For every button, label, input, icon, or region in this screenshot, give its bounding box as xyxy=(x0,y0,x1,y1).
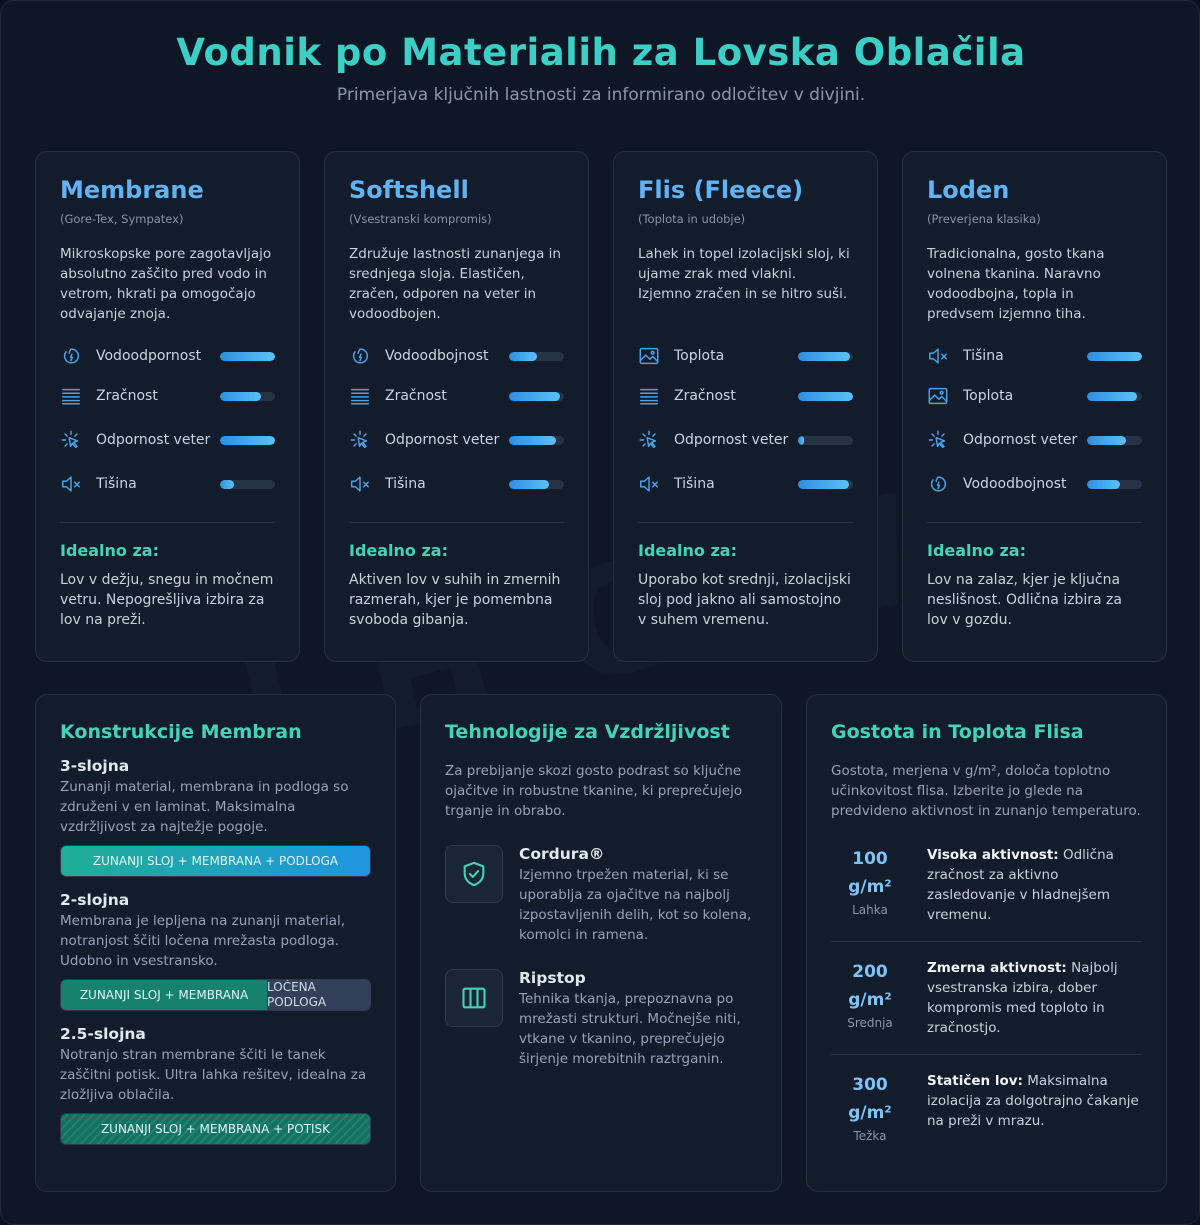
layer-segment: LOČENA PODLOGA xyxy=(267,980,370,1010)
weight-unit: g/m² xyxy=(848,990,892,1010)
water-drop-icon xyxy=(349,345,371,367)
activity-title: Statičen lov: xyxy=(927,1073,1023,1089)
property-bar-fill xyxy=(220,352,275,361)
activity-text: Odlična zračnost za aktivno zasledovanje v hladnejšem vremenu. xyxy=(927,847,1114,923)
durability-intro: Za prebijanje skozi gosto podrast so ključne ojačitve in robustne tkanine, ki preprečujejo trganje in obrabo. xyxy=(445,763,743,819)
durability-panel xyxy=(420,694,782,1192)
property-row xyxy=(349,376,564,416)
property-row xyxy=(60,416,275,464)
image-frame-icon xyxy=(638,345,660,367)
layer-segment: ZUNANJI SLOJ + MEMBRANA xyxy=(61,980,267,1010)
weight-unit: g/m² xyxy=(848,877,892,897)
fleece-weight xyxy=(831,1071,909,1143)
weight-value: 100 xyxy=(852,849,888,869)
material-description: Lahek in topel izolacijski sloj, ki ujame zrak med vlakni. Izjemno zračen in se hitro suši. xyxy=(638,246,850,302)
property-label: Tišina xyxy=(96,476,137,492)
weight-unit: g/m² xyxy=(848,1103,892,1123)
fleece-weight-row xyxy=(831,1055,1142,1159)
weight-label: Srednja xyxy=(847,1016,893,1030)
fleece-weight xyxy=(831,845,909,925)
property-bar xyxy=(509,480,564,489)
construction-name: 2.5-slojna xyxy=(60,1025,146,1043)
property-list xyxy=(349,336,564,504)
material-name: Membrane xyxy=(60,176,204,204)
layer-diagram xyxy=(60,1113,371,1145)
card-divider xyxy=(60,522,275,523)
property-bar xyxy=(1087,352,1142,361)
property-bar-fill xyxy=(798,392,853,401)
property-bar-fill xyxy=(1087,392,1137,401)
property-label: Vodoodpornost xyxy=(96,348,202,364)
property-row xyxy=(349,336,564,376)
property-bar xyxy=(798,352,853,361)
fleece-description xyxy=(927,1071,1142,1143)
property-bar-fill xyxy=(1087,436,1126,445)
construction-name: 3-slojna xyxy=(60,757,130,775)
property-bar-fill xyxy=(1087,480,1120,489)
fleece-panel xyxy=(806,694,1167,1192)
property-bar xyxy=(1087,392,1142,401)
speaker-mute-icon xyxy=(349,473,371,495)
grid-columns-icon xyxy=(445,969,503,1027)
tech-desc: Izjemno trpežen material, ki se uporablja za ojačitve na najbolj izpostavljenih delih, kot so kolena, komolci in ramena. xyxy=(519,867,752,943)
weight-label: Težka xyxy=(853,1129,887,1143)
wind-spark-icon xyxy=(60,429,82,451)
construction-desc: Membrana je lepljena na zunanji material, notranjost ščiti ločena mrežasta podloga. Udobno in vsestransko. xyxy=(60,913,346,969)
property-bar xyxy=(220,392,275,401)
property-label: Tišina xyxy=(385,476,426,492)
fleece-weight xyxy=(831,958,909,1038)
property-bar xyxy=(798,436,853,445)
property-label: Vodoodbojnost xyxy=(385,348,489,364)
activity-title: Visoka aktivnost: xyxy=(927,847,1059,863)
ideal-text: Aktiven lov v suhih in zmernih razmerah, kjer je pomembna svoboda gibanja. xyxy=(349,572,561,628)
property-bar xyxy=(1087,480,1142,489)
property-bar xyxy=(798,392,853,401)
property-bar-fill xyxy=(798,480,849,489)
material-subtitle: (Gore-Tex, Sympatex) xyxy=(60,212,184,226)
material-description: Mikroskopske pore zagotavljajo absolutno zaščito pred vodo in vetrom, hkrati pa omogočajo odvajanje znoja. xyxy=(60,246,272,322)
layers-icon xyxy=(60,385,82,407)
property-bar-fill xyxy=(1087,352,1142,361)
property-bar xyxy=(220,480,275,489)
constructions-heading: Konstrukcije Membran xyxy=(60,721,302,743)
construction-2-layer xyxy=(60,891,371,1011)
tech-ripstop xyxy=(445,969,757,1069)
property-label: Odpornost veter xyxy=(96,432,211,448)
property-label: Tišina xyxy=(674,476,715,492)
layer-segment: ZUNANJI SLOJ + MEMBRANA + PODLOGA xyxy=(61,846,370,876)
material-subtitle: (Vsestranski kompromis) xyxy=(349,212,492,226)
layers-icon xyxy=(638,385,660,407)
property-row xyxy=(60,464,275,504)
weight-value: 200 xyxy=(852,962,888,982)
property-label: Tišina xyxy=(963,348,1004,364)
property-row xyxy=(927,416,1142,464)
property-row xyxy=(638,416,853,464)
property-row xyxy=(927,376,1142,416)
property-bar-fill xyxy=(509,480,549,489)
fleece-weight-row xyxy=(831,829,1142,942)
property-row xyxy=(638,376,853,416)
durability-heading: Tehnologije za Vzdržljivost xyxy=(445,721,730,743)
property-row xyxy=(927,336,1142,376)
material-name: Loden xyxy=(927,176,1010,204)
material-card-membrane xyxy=(35,151,300,662)
tech-desc: Tehnika tkanja, prepoznavna po mrežasti strukturi. Močnejše niti, vtkane v tkanino, preprečujejo širjenje morebitnih raztrganin. xyxy=(519,991,741,1067)
property-label: Zračnost xyxy=(674,388,736,404)
property-label: Odpornost veter xyxy=(963,432,1078,448)
material-subtitle: (Toplota in udobje) xyxy=(638,212,746,226)
material-name: Flis (Fleece) xyxy=(638,176,804,204)
material-name: Softshell xyxy=(349,176,469,204)
construction-2-5-layer xyxy=(60,1025,371,1145)
property-bar xyxy=(220,352,275,361)
card-divider xyxy=(638,522,853,523)
fleece-description xyxy=(927,958,1142,1038)
fleece-heading: Gostota in Toplota Flisa xyxy=(831,721,1084,743)
property-row xyxy=(60,336,275,376)
ideal-text: Lov v dežju, snegu in močnem vetru. Nepogrešljiva izbira za lov na preži. xyxy=(60,572,274,628)
weight-label: Lahka xyxy=(852,903,888,917)
ideal-text: Lov na zalaz, kjer je ključna neslišnost. Odlična izbira za lov v gozdu. xyxy=(927,572,1122,628)
property-label: Vodoodbojnost xyxy=(963,476,1067,492)
property-row xyxy=(349,464,564,504)
tech-name: Cordura® xyxy=(519,845,605,863)
property-label: Toplota xyxy=(963,388,1014,404)
activity-text: Najbolj vsestranska izbira, dober kompromis med toploto in zračnostjo. xyxy=(927,960,1118,1036)
image-frame-icon xyxy=(927,385,949,407)
property-bar xyxy=(220,436,275,445)
property-label: Toplota xyxy=(674,348,725,364)
material-card-softshell xyxy=(324,151,589,662)
ideal-heading: Idealno za: xyxy=(927,541,1026,560)
construction-3-layer xyxy=(60,757,371,877)
property-bar-fill xyxy=(509,352,537,361)
property-bar xyxy=(798,480,853,489)
property-label: Odpornost veter xyxy=(674,432,789,448)
card-divider xyxy=(349,522,564,523)
page-title: Vodnik po Materialih za Lovska Oblačila xyxy=(176,31,1026,74)
property-bar-fill xyxy=(509,436,556,445)
property-bar xyxy=(1087,436,1142,445)
property-bar xyxy=(509,392,564,401)
property-bar-fill xyxy=(509,392,560,401)
wind-spark-icon xyxy=(927,429,949,451)
construction-desc: Notranjo stran membrane ščiti le tanek zaščitni potisk. Ultra lahka rešitev, idealna za zložljiva oblačila. xyxy=(60,1047,367,1103)
card-divider xyxy=(927,522,1142,523)
property-row xyxy=(60,376,275,416)
material-card-loden xyxy=(902,151,1167,662)
layer-diagram xyxy=(60,845,371,877)
construction-name: 2-slojna xyxy=(60,891,130,909)
material-description: Združuje lastnosti zunanjega in srednjega sloja. Elastičen, zračen, odporen na veter in vodoodbojen. xyxy=(349,246,561,322)
activity-text: Maksimalna izolacija za dolgotrajno čakanje na preži v mrazu. xyxy=(927,1073,1139,1129)
property-bar-fill xyxy=(220,392,261,401)
speaker-mute-icon xyxy=(60,473,82,495)
property-row xyxy=(349,416,564,464)
wind-spark-icon xyxy=(349,429,371,451)
page-subtitle: Primerjava ključnih lastnosti za informirano odločitev v divjini. xyxy=(336,85,866,105)
property-label: Zračnost xyxy=(96,388,158,404)
layer-diagram xyxy=(60,979,371,1011)
material-description: Tradicionalna, gosto tkana volnena tkanina. Naravno vodoodbojna, topla in predvsem izjemno tiha. xyxy=(927,246,1105,322)
wind-spark-icon xyxy=(638,429,660,451)
ideal-heading: Idealno za: xyxy=(638,541,737,560)
property-bar-fill xyxy=(798,436,804,445)
layers-icon xyxy=(349,385,371,407)
property-bar xyxy=(509,352,564,361)
property-list xyxy=(60,336,275,504)
property-row xyxy=(638,336,853,376)
property-bar-fill xyxy=(220,480,234,489)
weight-value: 300 xyxy=(852,1075,888,1095)
property-label: Odpornost veter xyxy=(385,432,500,448)
property-bar-fill xyxy=(220,436,275,445)
layer-segment: ZUNANJI SLOJ + MEMBRANA + POTISK xyxy=(61,1114,370,1144)
fleece-intro: Gostota, merjena v g/m², določa toplotno učinkovitost flisa. Izberite jo glede na predvideno aktivnost in zunanjo temperaturo. xyxy=(831,763,1141,819)
water-drop-icon xyxy=(927,473,949,495)
property-list xyxy=(638,336,853,504)
property-row xyxy=(927,464,1142,504)
property-bar xyxy=(509,436,564,445)
tech-cordura xyxy=(445,845,757,945)
activity-title: Zmerna aktivnost: xyxy=(927,960,1067,976)
property-row xyxy=(638,464,853,504)
material-subtitle: (Preverjena klasika) xyxy=(927,212,1041,226)
construction-desc: Zunanji material, membrana in podloga so združeni v en laminat. Maksimalna vzdržljivost za najtežje pogoje. xyxy=(60,779,349,835)
ideal-text: Uporabo kot srednji, izolacijski sloj pod jakno ali samostojno v suhem vremenu. xyxy=(638,572,851,628)
fleece-weight-row xyxy=(831,942,1142,1055)
ideal-heading: Idealno za: xyxy=(60,541,159,560)
property-list xyxy=(927,336,1142,504)
ideal-heading: Idealno za: xyxy=(349,541,448,560)
water-drop-icon xyxy=(60,345,82,367)
speaker-mute-icon xyxy=(927,345,949,367)
tech-name: Ripstop xyxy=(519,969,586,987)
property-bar-fill xyxy=(798,352,850,361)
property-label: Zračnost xyxy=(385,388,447,404)
constructions-panel xyxy=(35,694,396,1192)
shield-check-icon xyxy=(445,845,503,903)
material-card-flis xyxy=(613,151,878,662)
speaker-mute-icon xyxy=(638,473,660,495)
fleece-description xyxy=(927,845,1142,925)
